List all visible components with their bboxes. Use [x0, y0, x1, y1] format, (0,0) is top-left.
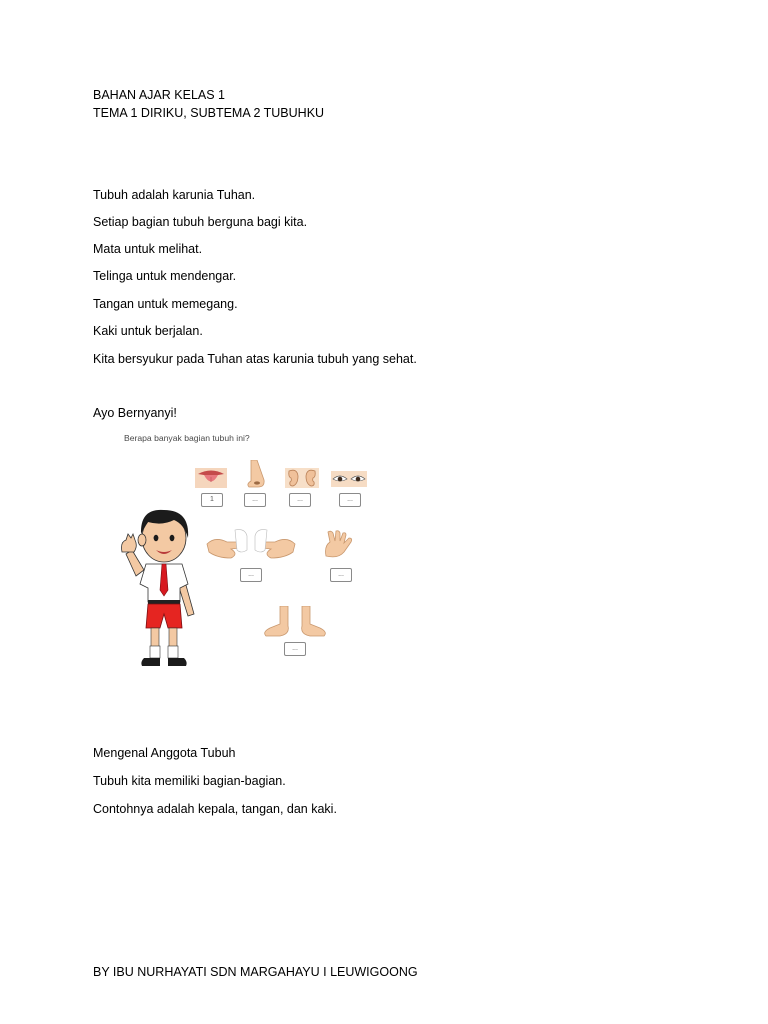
header-line-2: TEMA 1 DIRIKU, SUBTEMA 2 TUBUHKU [93, 106, 325, 120]
hand-icon [322, 530, 356, 560]
nose-icon [245, 460, 267, 488]
footer-author: BY IBU NURHAYATI SDN MARGAHAYU I LEUWIGOONG [93, 965, 418, 979]
figure-caption: Berapa banyak bagian tubuh ini? [124, 433, 250, 443]
answer-box-eyes[interactable]: ... [339, 493, 361, 507]
answer-box-ears[interactable]: ... [289, 493, 311, 507]
paragraph-6: Kaki untuk berjalan. [93, 324, 203, 338]
header-line-1: BAHAN AJAR KELAS 1 [93, 88, 226, 102]
section2-line-1: Tubuh kita memiliki bagian-bagian. [93, 774, 286, 788]
paragraph-3: Mata untuk melihat. [93, 242, 203, 256]
answer-box-hand-single[interactable]: ... [330, 568, 352, 582]
ears-icon [285, 468, 319, 488]
answer-box-tongue[interactable]: 1 [201, 493, 223, 507]
section-title-mengenal-anggota-tubuh: Mengenal Anggota Tubuh [93, 746, 236, 760]
answer-box-nose[interactable]: ... [244, 493, 266, 507]
paragraph-5: Tangan untuk memegang. [93, 297, 238, 311]
answer-box-feet[interactable]: ... [284, 642, 306, 656]
answer-box-hands-pair[interactable]: ... [240, 568, 262, 582]
hands-icon [205, 528, 297, 564]
section-title-ayo-bernyanyi: Ayo Bernyanyi! [93, 406, 177, 420]
paragraph-7: Kita bersyukur pada Tuhan atas karunia tubuh yang sehat. [93, 352, 417, 366]
paragraph-1: Tubuh adalah karunia Tuhan. [93, 188, 256, 202]
student-illustration [114, 504, 214, 680]
eyes-icon [331, 471, 367, 487]
feet-icon [262, 606, 328, 638]
section2-line-2: Contohnya adalah kepala, tangan, dan kaki. [93, 802, 337, 816]
body-parts-figure [110, 428, 400, 690]
paragraph-2: Setiap bagian tubuh berguna bagi kita. [93, 215, 308, 229]
paragraph-4: Telinga untuk mendengar. [93, 269, 237, 283]
tongue-icon [195, 468, 227, 488]
